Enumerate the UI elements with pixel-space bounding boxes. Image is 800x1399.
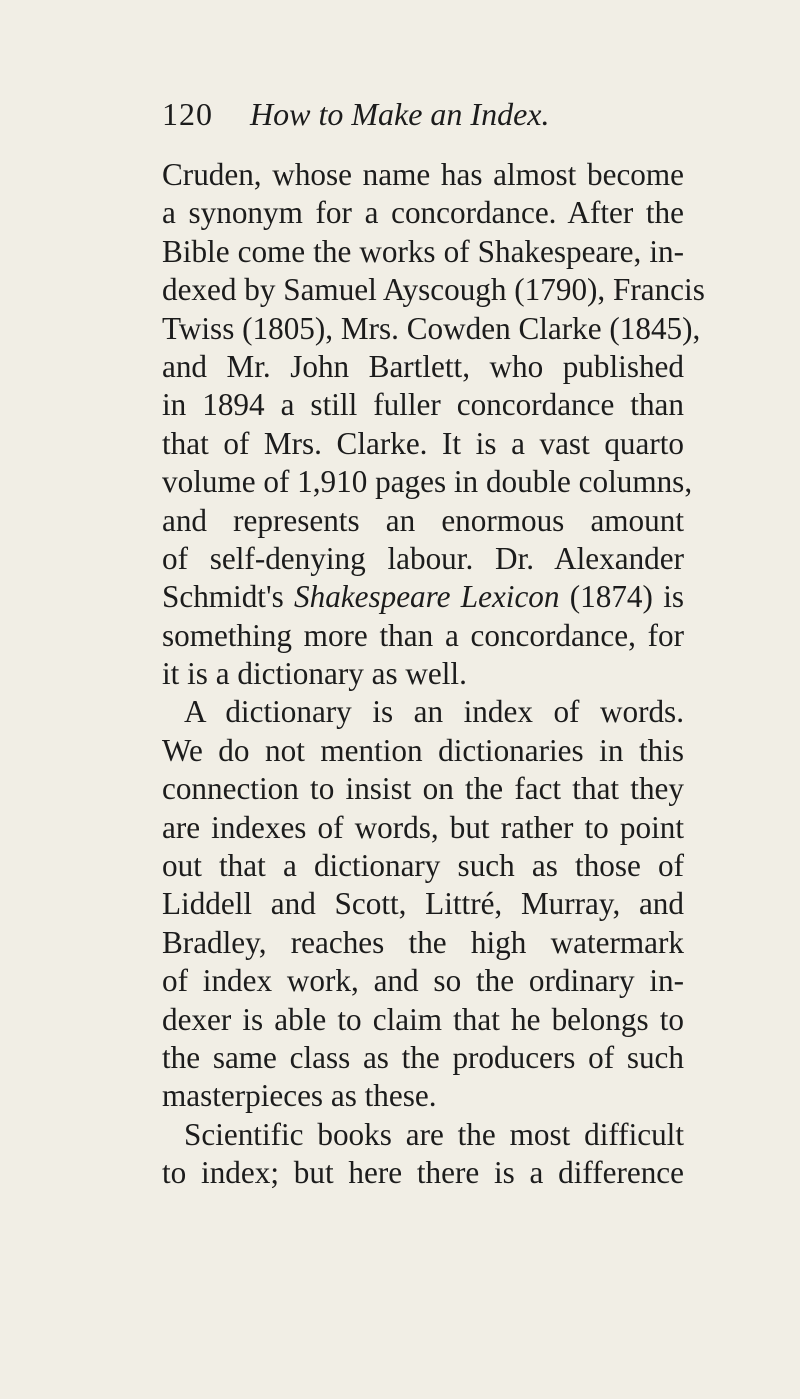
text-line: of self-denying labour. Dr. Alexander [162, 540, 684, 576]
running-title: How to Make an Index. [250, 96, 550, 132]
text-line: that of Mrs. Clarke. It is a vast quarto [162, 425, 684, 461]
page-number: 120 [162, 96, 213, 132]
text-line: in 1894 a still fuller concordance than [162, 387, 684, 423]
text-line: of index work, and so the ordinary in- [162, 963, 684, 999]
body-text [162, 156, 705, 1193]
text-line: Liddell and Scott, Littré, Murray, and [162, 886, 684, 922]
text-line: and represents an enormous amount [162, 502, 684, 538]
text-line: Bible come the works of Shakespeare, in- [162, 233, 684, 269]
text-segment: (1874) is [559, 579, 684, 615]
text-line: dexed by Samuel Ayscough (1790), Francis [162, 272, 705, 308]
page-header [162, 92, 702, 136]
text-line: masterpieces as these. [162, 1078, 437, 1114]
text-line: are indexes of words, but rather to point [162, 809, 684, 845]
book-title-italic: Shakespeare Lexicon [294, 579, 560, 615]
text-line: Bradley, reaches the high watermark [162, 924, 684, 960]
text-line: out that a dictionary such as those of [162, 848, 684, 884]
text-line: a synonym for a concordance. After the [162, 195, 684, 231]
text-line: dexer is able to claim that he belongs to [162, 1001, 684, 1037]
text-line: and Mr. John Bartlett, who published [162, 348, 684, 384]
text-line: Twiss (1805), Mrs. Cowden Clarke (1845), [162, 310, 701, 346]
text-line: to index; but here there is a difference [162, 1155, 684, 1191]
text-segment: Schmidt's [162, 579, 295, 615]
text-line: it is a dictionary as well. [162, 656, 467, 692]
text-line: connection to insist on the fact that they [162, 771, 684, 807]
text-line: the same class as the producers of such [162, 1039, 684, 1075]
text-line: A dictionary is an index of words. [184, 694, 684, 730]
text-line [162, 578, 684, 616]
text-line: Cruden, whose name has almost become [162, 157, 684, 192]
text-line: Scientific books are the most difficult [184, 1116, 684, 1152]
text-line: volume of 1,910 pages in double columns, [162, 464, 693, 500]
text-line: We do not mention dictionaries in this [162, 732, 684, 768]
text-line: something more than a concordance, for [162, 617, 684, 653]
